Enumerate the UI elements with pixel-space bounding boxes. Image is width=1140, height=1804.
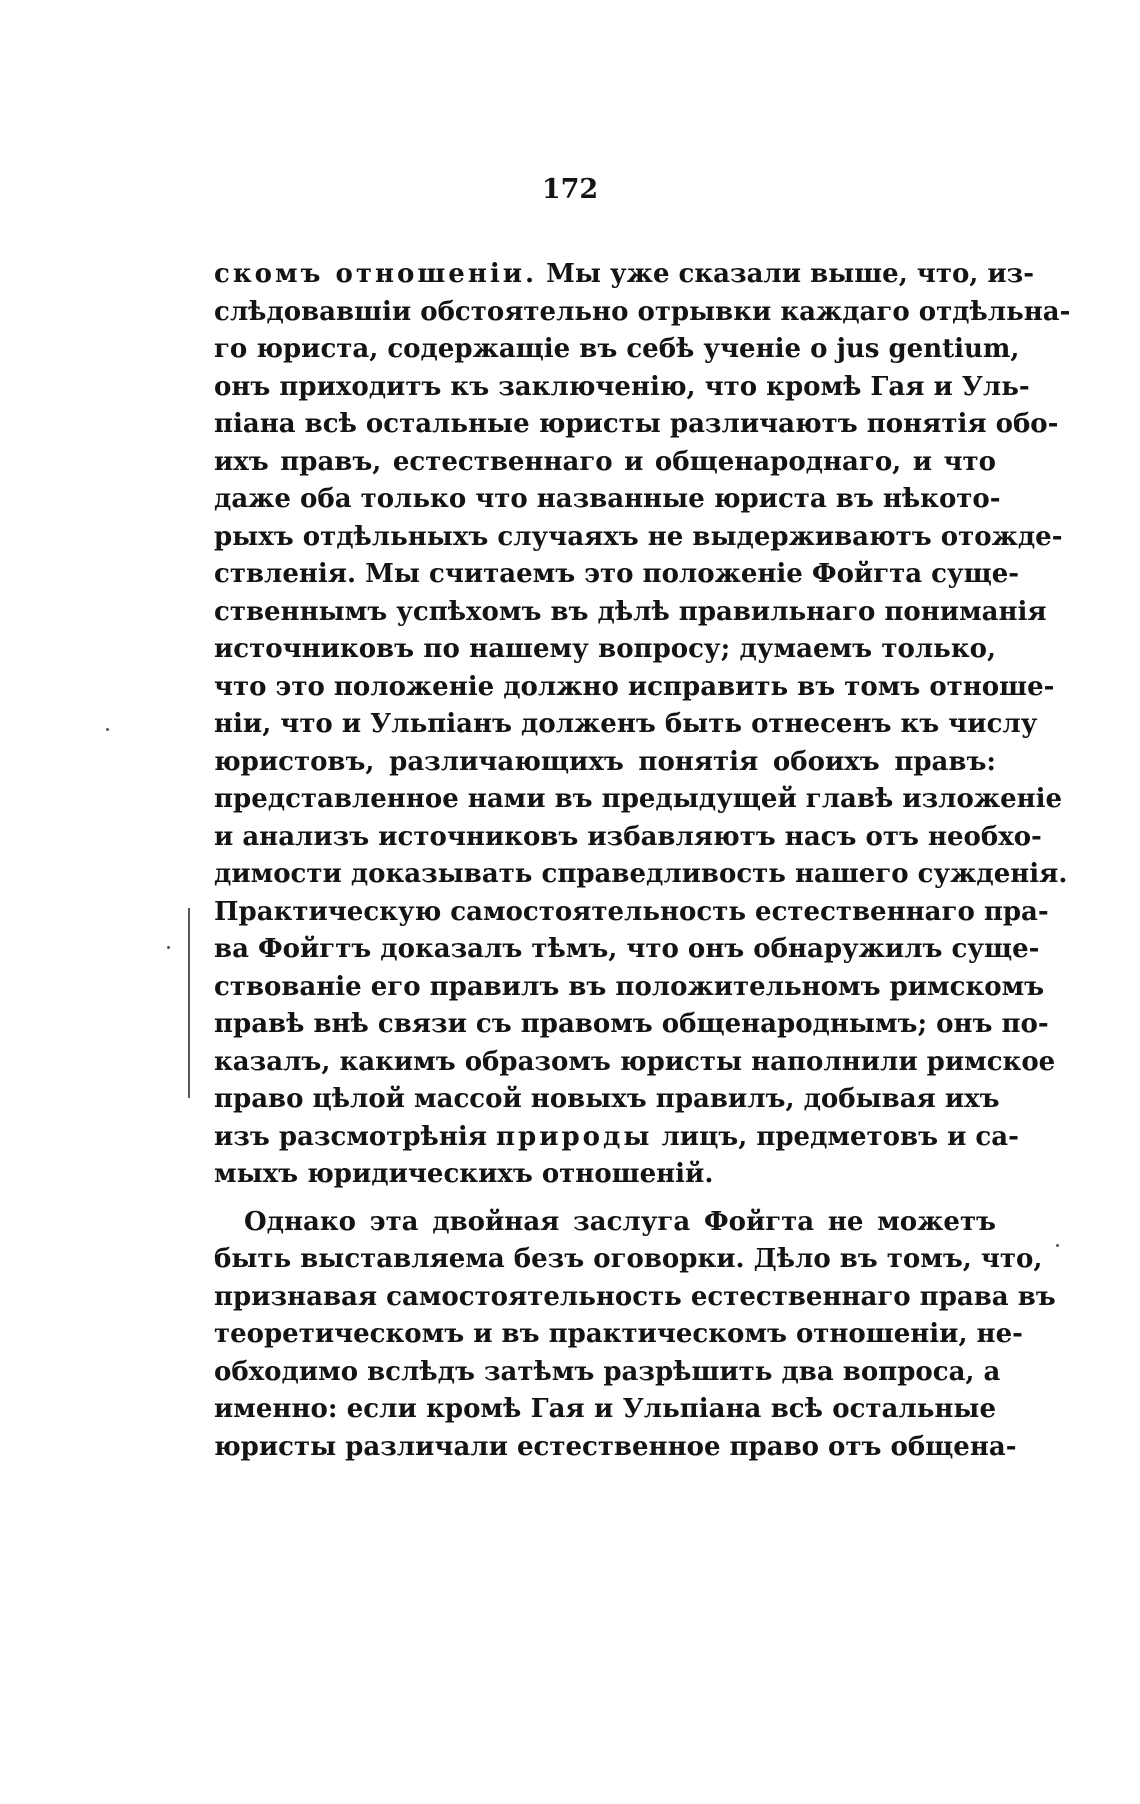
text-run: юристы различали естественное право отъ общена- [214, 1431, 1017, 1462]
text-line [214, 406, 1059, 444]
text-run: ствованiе его правилъ въ положительномъ римскомъ [214, 971, 1045, 1002]
paragraph [214, 256, 1071, 1194]
text-run: го юриста, содержащiе въ себѣ ученiе о jus gentium, [214, 334, 1020, 364]
text-line [214, 669, 1055, 707]
margin-pencil-mark [188, 908, 190, 1098]
text-line [214, 481, 1001, 519]
text-run: слѣдовавшiи обстоятельно отрывки каждаго отдѣльна- [214, 296, 1071, 327]
text-run: Мы уже сказали выше, что, из- [537, 259, 1035, 289]
text-run: пiана всѣ остальные юристы различаютъ понятiя обо- [214, 409, 1059, 439]
text-run: лицъ, предметовъ и са- [652, 1121, 1019, 1152]
text-run: и анализъ источниковъ избавляютъ насъ отъ необхо- [214, 821, 1042, 852]
text-line [214, 894, 1049, 932]
text-run: димости доказывать справедливость нашего сужденiя. [214, 859, 1068, 889]
text-line [214, 1006, 1049, 1044]
text-run: ва Фойгтъ доказалъ тѣмъ, что онъ обнаружилъ суще- [214, 934, 1040, 964]
text-line [214, 781, 1063, 819]
text-line [214, 519, 1063, 557]
text-line [214, 1204, 996, 1242]
text-line [214, 1081, 1000, 1119]
text-line [214, 1241, 1043, 1279]
text-run: даже оба только что названные юриста въ нѣкото- [214, 484, 1001, 514]
body-text [214, 256, 1071, 1466]
text-run: нiи, что и Ульпiанъ долженъ быть отнесенъ къ числу [214, 709, 1038, 739]
text-line [214, 556, 1020, 594]
text-line [214, 1429, 1017, 1467]
text-run: юристовъ, различающихъ понятiя обоихъ правъ: [214, 746, 996, 777]
margin-dot [106, 728, 109, 731]
text-run: что это положенiе должно исправить въ томъ отноше- [214, 671, 1055, 702]
text-line [214, 969, 1045, 1007]
text-run: правѣ внѣ связи съ правомъ общенароднымъ; онъ по- [214, 1009, 1049, 1039]
text-line [214, 1156, 996, 1194]
text-run: признавая самостоятельность естественнаго права въ [214, 1281, 1056, 1312]
text-run: источниковъ по нашему вопросу; думаемъ только, [214, 634, 996, 664]
page-number: 172 [541, 174, 599, 205]
text-run: мыхъ юридическихъ отношенiй. [214, 1159, 714, 1189]
spaced-emphasis-text: природы [496, 1121, 653, 1152]
text-run: Практическую самостоятельность естественнаго пра- [214, 896, 1049, 927]
text-run: Однако эта двойная заслуга Фойгта не можетъ [244, 1206, 996, 1237]
text-line [214, 444, 996, 482]
text-line [214, 1279, 1056, 1317]
margin-dot [1056, 1244, 1059, 1247]
paragraph-gap [214, 1194, 996, 1204]
text-line [214, 631, 996, 669]
text-line [214, 1044, 1056, 1082]
text-line [214, 1119, 1019, 1157]
text-line [214, 931, 1040, 969]
text-run: изъ разсмотрѣнiя [214, 1121, 496, 1152]
text-line [214, 819, 1042, 857]
text-line [214, 856, 1068, 894]
text-run: казалъ, какимъ образомъ юристы наполнили римское [214, 1046, 1056, 1077]
paragraph [214, 1204, 1056, 1467]
text-line [214, 594, 1047, 632]
text-line [214, 331, 1020, 369]
text-run: представленное нами въ предыдущей главѣ изложенiе [214, 784, 1063, 814]
text-run: теоретическомъ и въ практическомъ отношенiи, не- [214, 1319, 1023, 1349]
text-line [214, 1354, 1001, 1392]
text-run: онъ приходитъ къ заключенiю, что кромѣ Гая и Уль- [214, 371, 1030, 402]
text-line [214, 294, 1071, 332]
text-line [214, 706, 1038, 744]
text-run: ствленiя. Мы считаемъ это положенiе Фойгта суще- [214, 559, 1020, 589]
text-line [214, 1316, 1023, 1354]
text-run: право цѣлой массой новыхъ правилъ, добывая ихъ [214, 1084, 1000, 1114]
text-run: ственнымъ успѣхомъ въ дѣлѣ правильнаго пониманiя [214, 596, 1047, 627]
spaced-emphasis-text: скомъ отношенiи. [214, 259, 538, 289]
text-run: рыхъ отдѣльныхъ случаяхъ не выдерживаютъ отожде- [214, 521, 1063, 552]
text-run: именно: если кромѣ Гая и Ульпiана всѣ остальные [214, 1394, 996, 1424]
text-line [214, 369, 1030, 407]
text-line [214, 744, 996, 782]
text-line [214, 1391, 996, 1429]
text-line [214, 256, 1035, 294]
margin-dot [167, 946, 170, 949]
text-run: быть выставляема безъ оговорки. Дѣло въ томъ, что, [214, 1244, 1043, 1274]
text-run: обходимо вслѣдъ затѣмъ разрѣшить два вопроса, а [214, 1356, 1001, 1387]
text-run: ихъ правъ, естественнаго и общенароднаго, и что [214, 446, 996, 477]
